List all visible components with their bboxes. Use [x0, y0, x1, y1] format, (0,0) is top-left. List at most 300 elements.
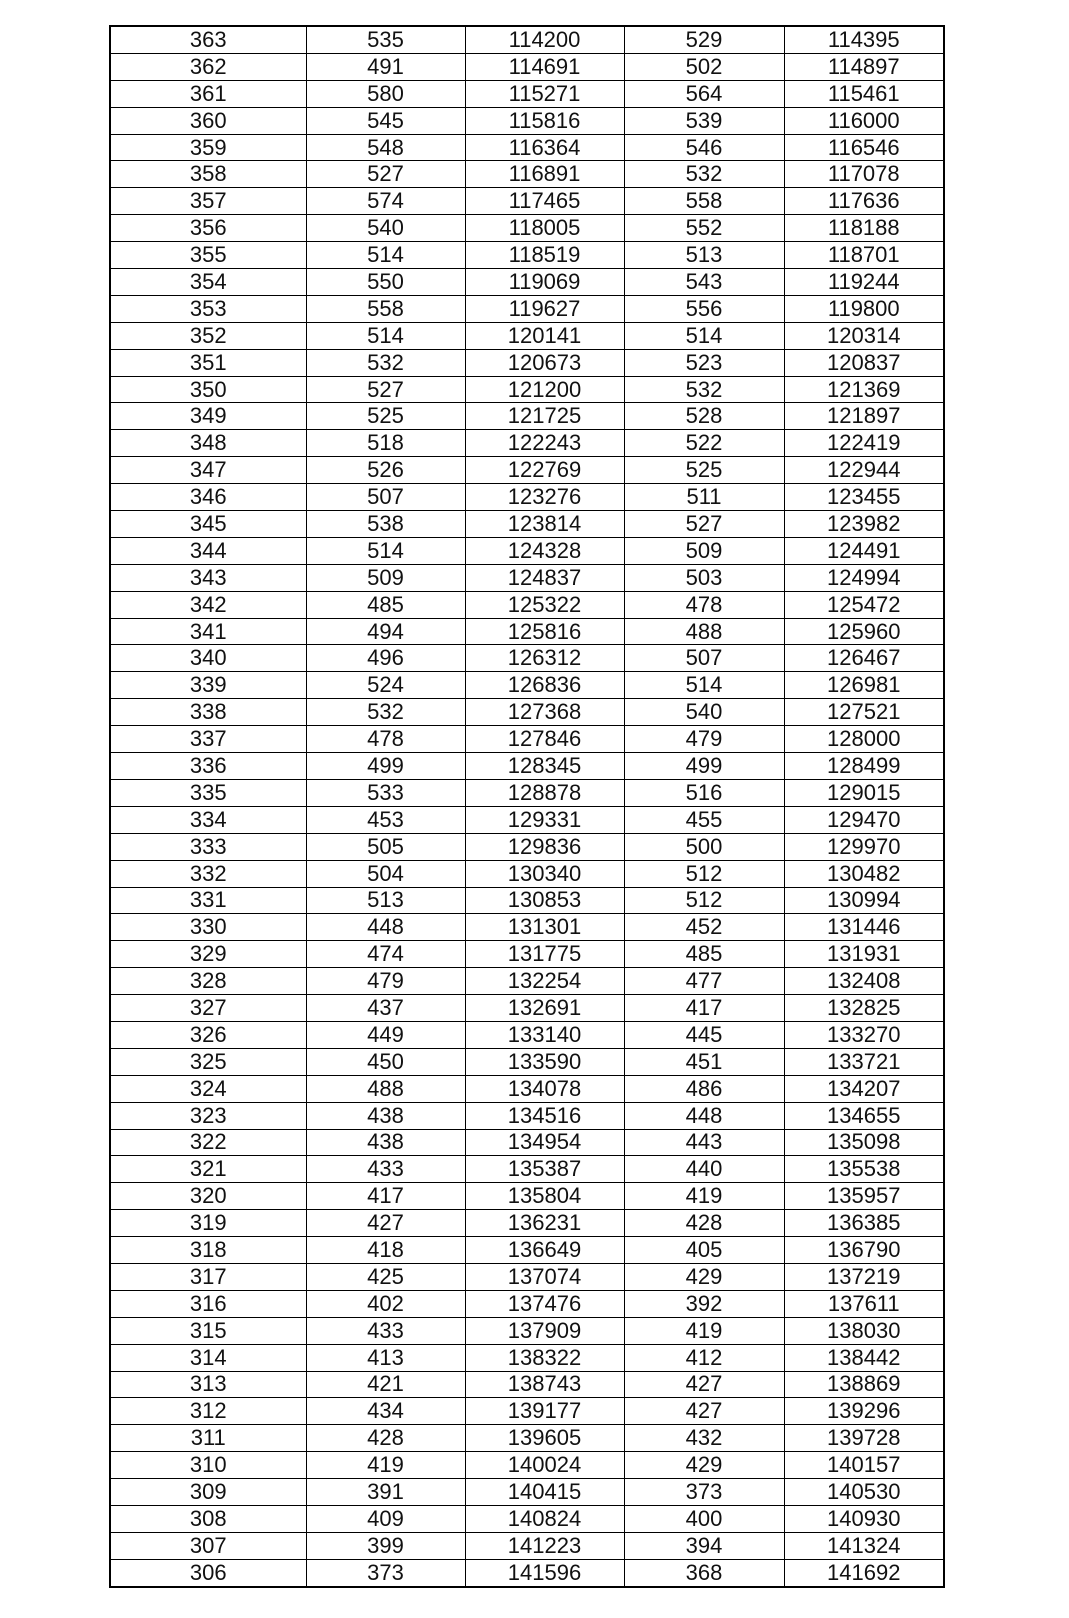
cumulative-b-cell: 117636 — [784, 188, 944, 215]
cumulative-b-cell: 136385 — [784, 1210, 944, 1237]
count-b-cell: 432 — [624, 1425, 784, 1452]
cumulative-a-cell: 128878 — [465, 779, 624, 806]
table-row — [110, 1479, 944, 1506]
count-a-cell: 391 — [306, 1479, 465, 1506]
table-row — [110, 295, 944, 322]
cumulative-b-cell: 114395 — [784, 26, 944, 53]
cumulative-a-cell: 122243 — [465, 430, 624, 457]
count-a-cell: 514 — [306, 322, 465, 349]
cumulative-a-cell: 131301 — [465, 914, 624, 941]
table-row — [110, 672, 944, 699]
cumulative-a-cell: 140824 — [465, 1505, 624, 1532]
cumulative-b-cell: 134655 — [784, 1102, 944, 1129]
score-cell: 308 — [110, 1505, 306, 1532]
cumulative-a-cell: 118005 — [465, 215, 624, 242]
table-row — [110, 1452, 944, 1479]
count-a-cell: 548 — [306, 134, 465, 161]
count-a-cell: 478 — [306, 726, 465, 753]
score-cell: 346 — [110, 484, 306, 511]
table-row — [110, 26, 944, 53]
table-row — [110, 1532, 944, 1559]
cumulative-a-cell: 123276 — [465, 484, 624, 511]
cumulative-b-cell: 121897 — [784, 403, 944, 430]
table-row — [110, 484, 944, 511]
count-a-cell: 524 — [306, 672, 465, 699]
score-cell: 353 — [110, 295, 306, 322]
score-cell: 339 — [110, 672, 306, 699]
count-b-cell: 500 — [624, 833, 784, 860]
table-row — [110, 968, 944, 995]
cumulative-a-cell: 116891 — [465, 161, 624, 188]
table-row — [110, 941, 944, 968]
table-row — [110, 1102, 944, 1129]
score-table — [109, 25, 945, 1588]
cumulative-a-cell: 138743 — [465, 1371, 624, 1398]
table-row — [110, 1129, 944, 1156]
cumulative-b-cell: 135538 — [784, 1156, 944, 1183]
cumulative-a-cell: 117465 — [465, 188, 624, 215]
score-cell: 337 — [110, 726, 306, 753]
count-b-cell: 507 — [624, 645, 784, 672]
count-b-cell: 448 — [624, 1102, 784, 1129]
count-b-cell: 532 — [624, 376, 784, 403]
count-b-cell: 452 — [624, 914, 784, 941]
count-a-cell: 540 — [306, 215, 465, 242]
score-cell: 326 — [110, 1021, 306, 1048]
count-a-cell: 518 — [306, 430, 465, 457]
cumulative-a-cell: 141223 — [465, 1532, 624, 1559]
score-cell: 363 — [110, 26, 306, 53]
score-cell: 351 — [110, 349, 306, 376]
count-b-cell: 516 — [624, 779, 784, 806]
cumulative-a-cell: 114200 — [465, 26, 624, 53]
cumulative-a-cell: 133590 — [465, 1048, 624, 1075]
cumulative-b-cell: 129470 — [784, 806, 944, 833]
cumulative-b-cell: 123982 — [784, 511, 944, 538]
score-cell: 315 — [110, 1317, 306, 1344]
score-cell: 332 — [110, 860, 306, 887]
count-b-cell: 445 — [624, 1021, 784, 1048]
cumulative-a-cell: 121200 — [465, 376, 624, 403]
cumulative-b-cell: 139728 — [784, 1425, 944, 1452]
count-a-cell: 535 — [306, 26, 465, 53]
table-row — [110, 349, 944, 376]
count-a-cell: 399 — [306, 1532, 465, 1559]
cumulative-b-cell: 140157 — [784, 1452, 944, 1479]
score-cell: 361 — [110, 80, 306, 107]
table-row — [110, 806, 944, 833]
cumulative-b-cell: 114897 — [784, 53, 944, 80]
count-b-cell: 511 — [624, 484, 784, 511]
cumulative-a-cell: 134516 — [465, 1102, 624, 1129]
score-cell: 341 — [110, 618, 306, 645]
cumulative-b-cell: 138030 — [784, 1317, 944, 1344]
score-cell: 362 — [110, 53, 306, 80]
cumulative-a-cell: 129836 — [465, 833, 624, 860]
cumulative-b-cell: 139296 — [784, 1398, 944, 1425]
cumulative-b-cell: 131931 — [784, 941, 944, 968]
score-cell: 324 — [110, 1075, 306, 1102]
count-b-cell: 429 — [624, 1263, 784, 1290]
score-cell: 349 — [110, 403, 306, 430]
cumulative-a-cell: 130340 — [465, 860, 624, 887]
count-a-cell: 532 — [306, 699, 465, 726]
table-row — [110, 1183, 944, 1210]
cumulative-b-cell: 128000 — [784, 726, 944, 753]
score-cell: 356 — [110, 215, 306, 242]
score-cell: 345 — [110, 511, 306, 538]
count-a-cell: 496 — [306, 645, 465, 672]
cumulative-b-cell: 133270 — [784, 1021, 944, 1048]
score-cell: 358 — [110, 161, 306, 188]
score-cell: 347 — [110, 457, 306, 484]
cumulative-a-cell: 115271 — [465, 80, 624, 107]
count-a-cell: 418 — [306, 1237, 465, 1264]
cumulative-b-cell: 117078 — [784, 161, 944, 188]
count-b-cell: 477 — [624, 968, 784, 995]
score-cell: 333 — [110, 833, 306, 860]
cumulative-b-cell: 129970 — [784, 833, 944, 860]
count-b-cell: 556 — [624, 295, 784, 322]
cumulative-a-cell: 140415 — [465, 1479, 624, 1506]
cumulative-b-cell: 122944 — [784, 457, 944, 484]
table-row — [110, 1398, 944, 1425]
score-cell: 342 — [110, 591, 306, 618]
count-b-cell: 486 — [624, 1075, 784, 1102]
cumulative-a-cell: 131775 — [465, 941, 624, 968]
cumulative-a-cell: 123814 — [465, 511, 624, 538]
count-a-cell: 525 — [306, 403, 465, 430]
cumulative-b-cell: 132408 — [784, 968, 944, 995]
cumulative-a-cell: 128345 — [465, 753, 624, 780]
count-a-cell: 434 — [306, 1398, 465, 1425]
table-row — [110, 726, 944, 753]
cumulative-a-cell: 119627 — [465, 295, 624, 322]
table-row — [110, 376, 944, 403]
count-a-cell: 438 — [306, 1129, 465, 1156]
count-a-cell: 491 — [306, 53, 465, 80]
score-table-body — [110, 26, 944, 1587]
cumulative-a-cell: 136231 — [465, 1210, 624, 1237]
count-a-cell: 421 — [306, 1371, 465, 1398]
count-b-cell: 532 — [624, 161, 784, 188]
score-cell: 307 — [110, 1532, 306, 1559]
count-a-cell: 433 — [306, 1317, 465, 1344]
count-a-cell: 402 — [306, 1290, 465, 1317]
count-b-cell: 412 — [624, 1344, 784, 1371]
count-a-cell: 509 — [306, 564, 465, 591]
score-cell: 323 — [110, 1102, 306, 1129]
cumulative-a-cell: 120673 — [465, 349, 624, 376]
score-cell: 350 — [110, 376, 306, 403]
cumulative-a-cell: 129331 — [465, 806, 624, 833]
score-cell: 311 — [110, 1425, 306, 1452]
score-cell: 336 — [110, 753, 306, 780]
count-b-cell: 525 — [624, 457, 784, 484]
score-cell: 310 — [110, 1452, 306, 1479]
cumulative-b-cell: 118188 — [784, 215, 944, 242]
cumulative-b-cell: 140930 — [784, 1505, 944, 1532]
cumulative-a-cell: 132691 — [465, 995, 624, 1022]
cumulative-a-cell: 125322 — [465, 591, 624, 618]
table-row — [110, 322, 944, 349]
cumulative-b-cell: 134207 — [784, 1075, 944, 1102]
score-cell: 329 — [110, 941, 306, 968]
count-b-cell: 440 — [624, 1156, 784, 1183]
table-row — [110, 1371, 944, 1398]
cumulative-b-cell: 126467 — [784, 645, 944, 672]
cumulative-a-cell: 135387 — [465, 1156, 624, 1183]
count-a-cell: 574 — [306, 188, 465, 215]
count-a-cell: 453 — [306, 806, 465, 833]
score-cell: 327 — [110, 995, 306, 1022]
count-a-cell: 427 — [306, 1210, 465, 1237]
count-b-cell: 443 — [624, 1129, 784, 1156]
table-row — [110, 1210, 944, 1237]
count-b-cell: 405 — [624, 1237, 784, 1264]
cumulative-a-cell: 137476 — [465, 1290, 624, 1317]
count-a-cell: 494 — [306, 618, 465, 645]
count-b-cell: 522 — [624, 430, 784, 457]
cumulative-b-cell: 130994 — [784, 887, 944, 914]
table-row — [110, 618, 944, 645]
count-a-cell: 527 — [306, 376, 465, 403]
score-cell: 318 — [110, 1237, 306, 1264]
count-a-cell: 514 — [306, 242, 465, 269]
score-cell: 338 — [110, 699, 306, 726]
count-b-cell: 543 — [624, 269, 784, 296]
count-b-cell: 503 — [624, 564, 784, 591]
cumulative-b-cell: 118701 — [784, 242, 944, 269]
count-a-cell: 409 — [306, 1505, 465, 1532]
table-row — [110, 161, 944, 188]
cumulative-b-cell: 137611 — [784, 1290, 944, 1317]
count-b-cell: 479 — [624, 726, 784, 753]
count-b-cell: 478 — [624, 591, 784, 618]
cumulative-a-cell: 140024 — [465, 1452, 624, 1479]
cumulative-b-cell: 124491 — [784, 537, 944, 564]
score-cell: 355 — [110, 242, 306, 269]
cumulative-b-cell: 122419 — [784, 430, 944, 457]
count-b-cell: 514 — [624, 672, 784, 699]
cumulative-b-cell: 128499 — [784, 753, 944, 780]
count-b-cell: 428 — [624, 1210, 784, 1237]
score-cell: 319 — [110, 1210, 306, 1237]
count-a-cell: 504 — [306, 860, 465, 887]
table-row — [110, 403, 944, 430]
count-a-cell: 449 — [306, 1021, 465, 1048]
count-b-cell: 488 — [624, 618, 784, 645]
cumulative-a-cell: 134954 — [465, 1129, 624, 1156]
cumulative-a-cell: 135804 — [465, 1183, 624, 1210]
score-cell: 360 — [110, 107, 306, 134]
table-row — [110, 860, 944, 887]
count-b-cell: 529 — [624, 26, 784, 53]
count-b-cell: 512 — [624, 887, 784, 914]
count-a-cell: 550 — [306, 269, 465, 296]
cumulative-b-cell: 131446 — [784, 914, 944, 941]
cumulative-a-cell: 141596 — [465, 1559, 624, 1586]
score-cell: 306 — [110, 1559, 306, 1586]
table-row — [110, 753, 944, 780]
table-row — [110, 242, 944, 269]
score-cell: 352 — [110, 322, 306, 349]
score-cell: 331 — [110, 887, 306, 914]
count-a-cell: 580 — [306, 80, 465, 107]
score-cell: 325 — [110, 1048, 306, 1075]
cumulative-a-cell: 115816 — [465, 107, 624, 134]
cumulative-a-cell: 126836 — [465, 672, 624, 699]
cumulative-b-cell: 137219 — [784, 1263, 944, 1290]
cumulative-b-cell: 126981 — [784, 672, 944, 699]
score-cell: 344 — [110, 537, 306, 564]
cumulative-a-cell: 139177 — [465, 1398, 624, 1425]
table-row — [110, 1344, 944, 1371]
count-a-cell: 533 — [306, 779, 465, 806]
count-a-cell: 437 — [306, 995, 465, 1022]
cumulative-a-cell: 124837 — [465, 564, 624, 591]
table-row — [110, 1048, 944, 1075]
score-cell: 313 — [110, 1371, 306, 1398]
cumulative-b-cell: 132825 — [784, 995, 944, 1022]
table-row — [110, 511, 944, 538]
table-row — [110, 537, 944, 564]
count-b-cell: 394 — [624, 1532, 784, 1559]
score-cell: 321 — [110, 1156, 306, 1183]
count-b-cell: 540 — [624, 699, 784, 726]
cumulative-b-cell: 141324 — [784, 1532, 944, 1559]
score-cell: 359 — [110, 134, 306, 161]
table-row — [110, 1559, 944, 1586]
table-row — [110, 1237, 944, 1264]
count-a-cell: 474 — [306, 941, 465, 968]
score-cell: 334 — [110, 806, 306, 833]
count-b-cell: 373 — [624, 1479, 784, 1506]
cumulative-b-cell: 123455 — [784, 484, 944, 511]
cumulative-b-cell: 133721 — [784, 1048, 944, 1075]
count-a-cell: 488 — [306, 1075, 465, 1102]
count-b-cell: 499 — [624, 753, 784, 780]
cumulative-a-cell: 114691 — [465, 53, 624, 80]
count-b-cell: 539 — [624, 107, 784, 134]
table-row — [110, 1156, 944, 1183]
table-row — [110, 699, 944, 726]
cumulative-b-cell: 125960 — [784, 618, 944, 645]
cumulative-b-cell: 120837 — [784, 349, 944, 376]
score-cell: 343 — [110, 564, 306, 591]
count-a-cell: 513 — [306, 887, 465, 914]
cumulative-a-cell: 137909 — [465, 1317, 624, 1344]
table-row — [110, 779, 944, 806]
cumulative-a-cell: 125816 — [465, 618, 624, 645]
count-a-cell: 527 — [306, 161, 465, 188]
table-row — [110, 1021, 944, 1048]
cumulative-a-cell: 118519 — [465, 242, 624, 269]
count-b-cell: 528 — [624, 403, 784, 430]
cumulative-b-cell: 125472 — [784, 591, 944, 618]
score-cell: 340 — [110, 645, 306, 672]
count-b-cell: 427 — [624, 1398, 784, 1425]
cumulative-b-cell: 116000 — [784, 107, 944, 134]
cumulative-b-cell: 136790 — [784, 1237, 944, 1264]
count-b-cell: 400 — [624, 1505, 784, 1532]
cumulative-a-cell: 121725 — [465, 403, 624, 430]
score-cell: 320 — [110, 1183, 306, 1210]
table-row — [110, 1505, 944, 1532]
count-b-cell: 546 — [624, 134, 784, 161]
table-row — [110, 564, 944, 591]
count-a-cell: 505 — [306, 833, 465, 860]
count-a-cell: 526 — [306, 457, 465, 484]
cumulative-a-cell: 139605 — [465, 1425, 624, 1452]
score-cell: 314 — [110, 1344, 306, 1371]
count-a-cell: 438 — [306, 1102, 465, 1129]
cumulative-b-cell: 120314 — [784, 322, 944, 349]
score-cell: 316 — [110, 1290, 306, 1317]
count-a-cell: 419 — [306, 1452, 465, 1479]
cumulative-b-cell: 138869 — [784, 1371, 944, 1398]
count-b-cell: 451 — [624, 1048, 784, 1075]
table-row — [110, 457, 944, 484]
table-row — [110, 833, 944, 860]
count-a-cell: 448 — [306, 914, 465, 941]
count-b-cell: 564 — [624, 80, 784, 107]
score-cell: 330 — [110, 914, 306, 941]
score-cell: 322 — [110, 1129, 306, 1156]
table-row — [110, 1075, 944, 1102]
table-row — [110, 53, 944, 80]
cumulative-a-cell: 136649 — [465, 1237, 624, 1264]
count-b-cell: 368 — [624, 1559, 784, 1586]
count-b-cell: 527 — [624, 511, 784, 538]
table-row — [110, 1263, 944, 1290]
cumulative-a-cell: 130853 — [465, 887, 624, 914]
table-row — [110, 1290, 944, 1317]
cumulative-b-cell: 124994 — [784, 564, 944, 591]
count-a-cell: 373 — [306, 1559, 465, 1586]
cumulative-b-cell: 119244 — [784, 269, 944, 296]
table-row — [110, 887, 944, 914]
cumulative-a-cell: 127846 — [465, 726, 624, 753]
count-b-cell: 392 — [624, 1290, 784, 1317]
cumulative-b-cell: 140530 — [784, 1479, 944, 1506]
table-row — [110, 1425, 944, 1452]
table-row — [110, 995, 944, 1022]
count-b-cell: 419 — [624, 1183, 784, 1210]
count-a-cell: 532 — [306, 349, 465, 376]
count-a-cell: 479 — [306, 968, 465, 995]
count-b-cell: 429 — [624, 1452, 784, 1479]
count-b-cell: 523 — [624, 349, 784, 376]
cumulative-a-cell: 116364 — [465, 134, 624, 161]
table-row — [110, 914, 944, 941]
score-cell: 317 — [110, 1263, 306, 1290]
score-cell: 348 — [110, 430, 306, 457]
count-a-cell: 507 — [306, 484, 465, 511]
count-b-cell: 502 — [624, 53, 784, 80]
cumulative-a-cell: 124328 — [465, 537, 624, 564]
count-a-cell: 433 — [306, 1156, 465, 1183]
cumulative-b-cell: 135957 — [784, 1183, 944, 1210]
count-b-cell: 485 — [624, 941, 784, 968]
count-b-cell: 512 — [624, 860, 784, 887]
table-row — [110, 1317, 944, 1344]
count-a-cell: 428 — [306, 1425, 465, 1452]
cumulative-a-cell: 137074 — [465, 1263, 624, 1290]
cumulative-a-cell: 134078 — [465, 1075, 624, 1102]
count-b-cell: 427 — [624, 1371, 784, 1398]
count-a-cell: 413 — [306, 1344, 465, 1371]
